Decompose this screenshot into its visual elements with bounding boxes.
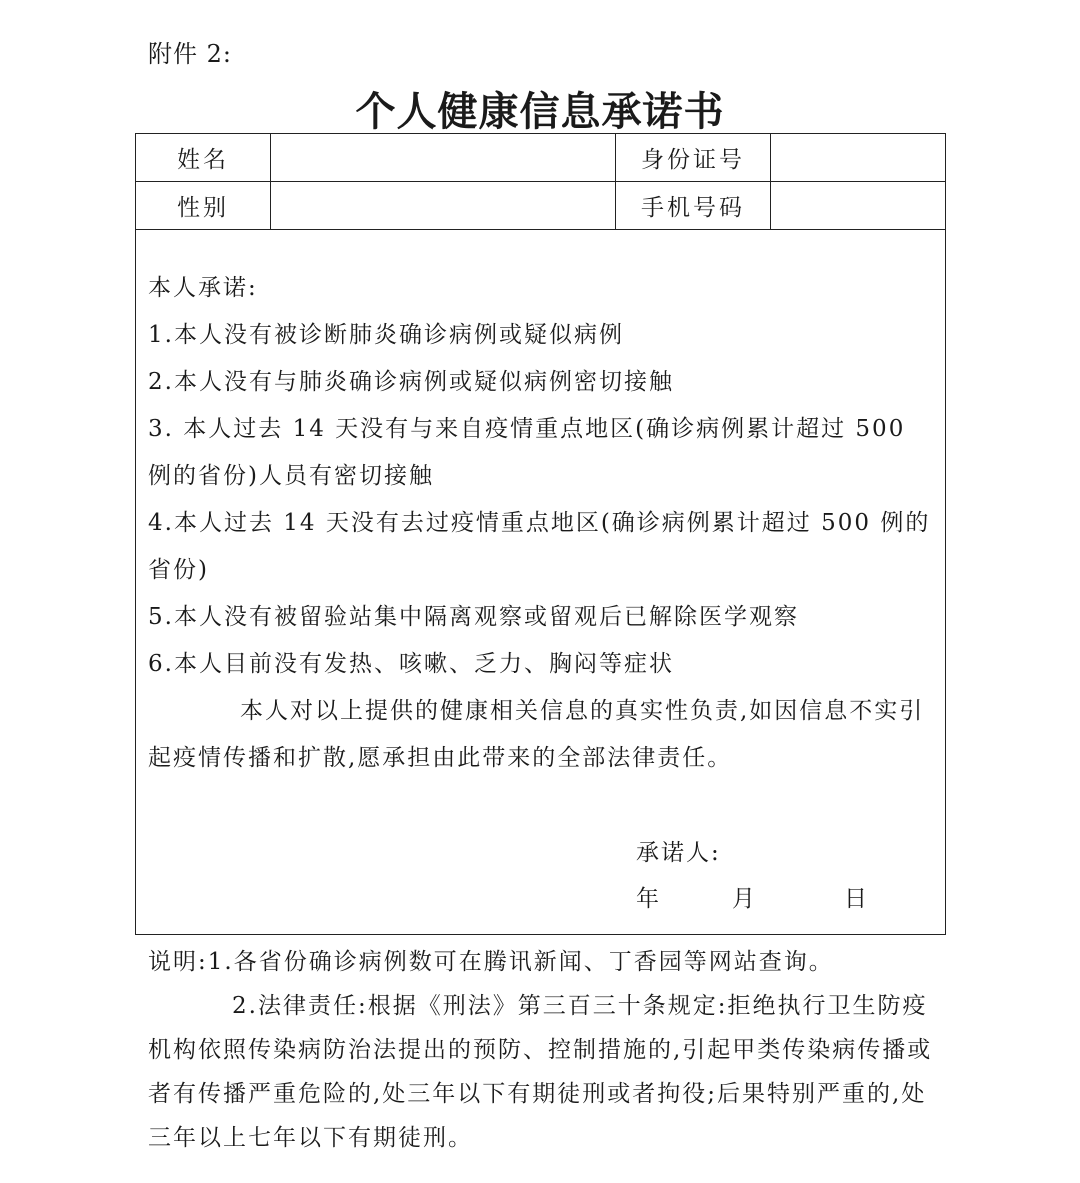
month-label: 月: [732, 886, 755, 912]
pledge-item: 1.本人没有被诊断肺炎确诊病例或疑似病例: [148, 322, 624, 348]
pledge-item: 3. 本人过去 14 天没有与来自疫情重点地区(确诊病例累计超过 500 例的省份)人员有密切接触: [148, 416, 906, 489]
name-label: 姓名: [136, 134, 271, 181]
note-line-1: 说明:1.各省份确诊病例数可在腾讯新闻、丁香园等网站查询。: [148, 949, 834, 975]
pledge-item: 2.本人没有与肺炎确诊病例或疑似病例密切接触: [148, 369, 674, 395]
pledge-item: 4.本人过去 14 天没有去过疫情重点地区(确诊病例累计超过 500 例的省份): [148, 510, 931, 583]
pledge-text: [148, 265, 938, 782]
pledge-form: [135, 133, 946, 935]
gender-label: 性别: [136, 182, 271, 229]
pledge-intro: 本人承诺:: [148, 275, 258, 301]
day-label: 日: [844, 886, 867, 912]
page-title: 个人健康信息承诺书: [355, 88, 725, 135]
id-number-label: 身份证号: [616, 134, 771, 181]
note-line-2: 2.法律责任:根据《刑法》第三百三十条规定:拒绝执行卫生防疫机构依照传染病防治法提出的预防、控制措施的,引起甲类传染病传播或者有传播严重危险的,处三年以下有期徒刑或者拘役;后果特别严重的,处三年以上七年以下有期徒刑。: [148, 993, 933, 1151]
id-number-field[interactable]: [771, 134, 945, 181]
pledge-item: 6.本人目前没有发热、咳嗽、乏力、胸闷等症状: [148, 651, 674, 677]
form-row-name-id: [136, 134, 945, 182]
signer-label: 承诺人:: [636, 840, 721, 866]
phone-label: 手机号码: [616, 182, 771, 229]
gender-field[interactable]: [271, 182, 616, 229]
form-row-gender-phone: [136, 182, 945, 230]
notes: [148, 940, 948, 1160]
attachment-label: 附件 2:: [148, 40, 232, 68]
pledge-item: 5.本人没有被留验站集中隔离观察或留观后已解除医学观察: [148, 604, 799, 630]
year-label: 年: [636, 886, 659, 912]
responsibility-statement: 本人对以上提供的健康相关信息的真实性负责,如因信息不实引起疫情传播和扩散,愿承担由此带来的全部法律责任。: [148, 698, 925, 771]
name-field[interactable]: [271, 134, 616, 181]
phone-field[interactable]: [771, 182, 945, 229]
